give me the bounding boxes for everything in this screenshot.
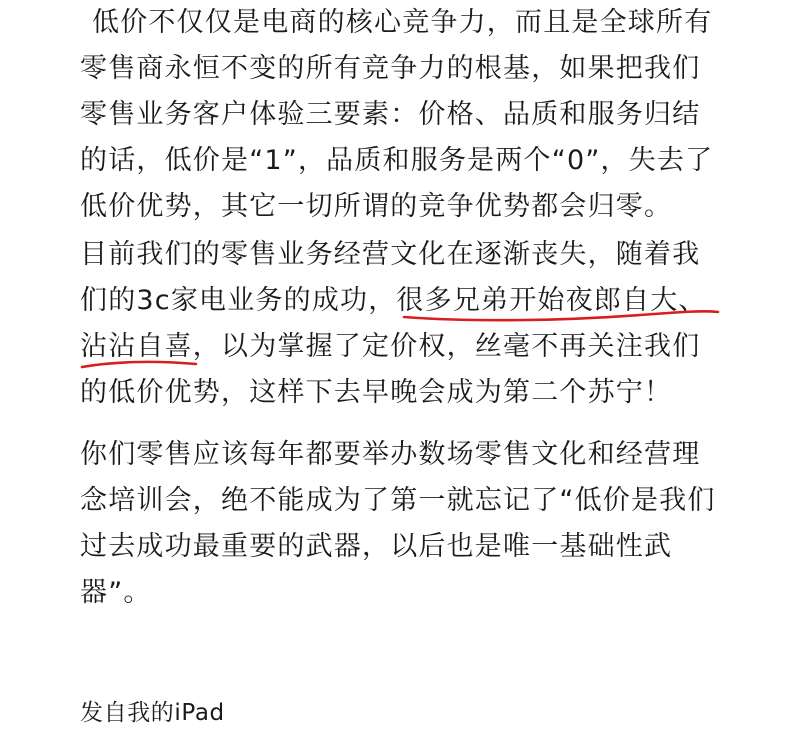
paragraph-line: 过去成功最重要的武器，以后也是唯一基础性武 xyxy=(80,531,673,562)
signature: 发自我的iPad xyxy=(80,700,225,726)
paragraph-1 xyxy=(80,0,740,230)
paragraph-line: 低价不仅仅是电商的核心竞争力，而且是全球所有 xyxy=(92,7,713,38)
paragraph-3 xyxy=(80,432,740,616)
paragraph-line: 你们零售应该每年都要举办数场零售文化和经营理 xyxy=(80,439,701,470)
paragraph-line: 器”。 xyxy=(80,577,152,608)
paragraph-line: 的低价优势，这样下去早晚会成为第二个苏宁！ xyxy=(80,377,673,408)
paragraph-line: 低价优势，其它一切所谓的竞争优势都会归零。 xyxy=(80,191,673,222)
paragraph-line: 们的3c家电业务的成功，很多兄弟开始夜郎自大、 xyxy=(80,285,707,316)
paragraph-line: 零售商永恒不变的所有竞争力的根基，如果把我们 xyxy=(80,53,701,84)
paragraph-line: 目前我们的零售业务经营文化在逐渐丧失，随着我 xyxy=(80,239,701,270)
paragraph-line: 沾沾自喜，以为掌握了定价权，丝毫不再关注我们 xyxy=(80,331,701,362)
paragraph-2 xyxy=(80,232,740,416)
paragraph-line: 零售业务客户体验三要素：价格、品质和服务归结 xyxy=(80,99,701,130)
paragraph-line: 的话，低价是“1”，品质和服务是两个“0”，失去了 xyxy=(80,145,714,176)
paragraph-line: 念培训会，绝不能成为了第一就忘记了“低价是我们 xyxy=(80,485,716,516)
